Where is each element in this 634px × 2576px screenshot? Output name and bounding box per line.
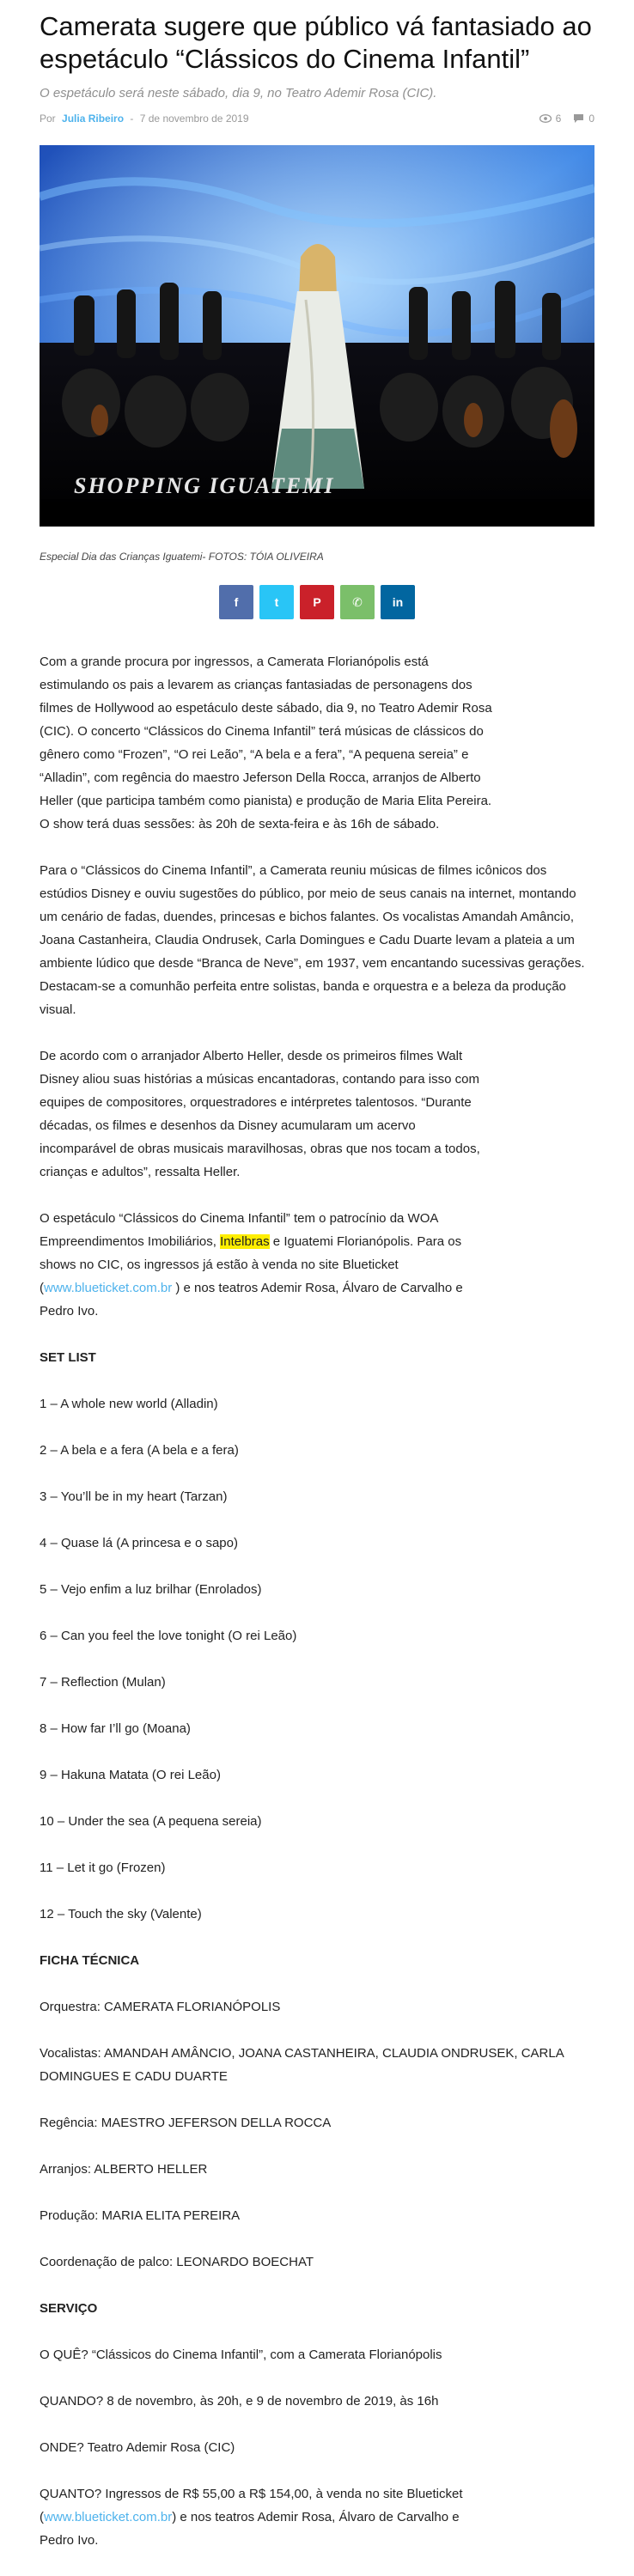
paragraph-2: Para o “Clássicos do Cinema Infantil”, a Camerata reuniu músicas de filmes icônicos dos estúdios Disney e ouviu sugestões do público, por meio de seus canais na internet, montando um cenário de fadas, duendes, princesas e bichos falantes. Os vocalistas Amandah Amâncio, Joana Castanheira, Claudia Ondrusek, Carla Domingues e Cadu Duarte levam a plateia a um ambiente lúdico que desde “Branca de Neve”, em 1937, vem encantando sucessivas gerações. Destacam-se a comunhão perfeita entre solistas, banda e orquestra e a beleza da produção visual.	[40, 863, 585, 1017]
servico-onde: ONDE? Teatro Ademir Rosa (CIC)	[40, 2440, 235, 2455]
article-meta	[40, 113, 594, 125]
ficha-regencia: Regência: MAESTRO JEFERSON DELLA ROCCA	[40, 2116, 332, 2130]
setlist-item: 10 – Under the sea (A pequena sereia)	[40, 1814, 262, 1829]
setlist-heading: SET LIST	[40, 1350, 96, 1365]
sponsor-highlight: Intelbras	[220, 1234, 270, 1249]
share-bar	[40, 585, 594, 619]
comment-icon	[573, 113, 584, 124]
ficha-coordenacao: Coordenação de palco: LEONARDO BOECHAT	[40, 2255, 314, 2269]
facebook-icon: f	[234, 595, 239, 609]
ficha-vocalistas: Vocalistas: AMANDAH AMÂNCIO, JOANA CASTANHEIRA, CLAUDIA ONDRUSEK, CARLA DOMINGUES E CADU DUARTE	[40, 2046, 564, 2084]
setlist-item: 7 – Reflection (Mulan)	[40, 1675, 166, 1690]
pinterest-icon: P	[313, 595, 321, 609]
ficha-arranjos: Arranjos: ALBERTO HELLER	[40, 2162, 208, 2177]
share-facebook-button[interactable]	[219, 585, 253, 619]
setlist-item: 4 – Quase lá (A princesa e o sapo)	[40, 1536, 238, 1550]
servico-blueticket-link[interactable]: www.blueticket.com.br	[44, 2510, 173, 2524]
paragraph-4-text-a: O espetáculo “Clássicos do Cinema Infantil” tem o patrocínio da WOA Empreendimentos Imobiliários,	[40, 1211, 438, 1249]
comments-count: 0	[588, 113, 594, 125]
ficha-producao: Produção: MARIA ELITA PEREIRA	[40, 2208, 241, 2223]
paragraph-3: De acordo com o arranjador Alberto Heller, desde os primeiros filmes Walt Disney aliou suas histórias a músicas encantadoras, contando para isso com equipes de compositores, orquestradores e intérpretes talentosos. “Durante décadas, os filmes e desenhos da Disney acumularam um acervo incomparável de obras musicais maravilhosas, obras que nos tocam a todos, crianças e adultos”, ressalta Heller.	[40, 1049, 480, 1179]
setlist-item: 5 – Vejo enfim a luz brilhar (Enrolados)	[40, 1582, 262, 1597]
comments-counter[interactable]	[573, 113, 594, 125]
setlist-item: 2 – A bela e a fera (A bela e a fera)	[40, 1443, 239, 1458]
paragraph-4-text-b: e Iguatemi Florianópolis. Para os shows no CIC, os ingressos já estão à venda no site Blueticket (	[40, 1234, 462, 1295]
share-twitter-button[interactable]	[259, 585, 294, 619]
views-count: 6	[555, 113, 562, 125]
setlist-item: 8 – How far I’ll go (Moana)	[40, 1721, 191, 1736]
paragraph-1: Com a grande procura por ingressos, a Camerata Florianópolis está estimulando os pais a levarem as crianças fantasiadas de personagens dos filmes de Hollywood ao espetáculo deste sábado, dia 9, no Teatro Ademir Rosa (CIC). O concerto “Clássicos do Cinema Infantil” terá músicas de clássicos do gênero como “Frozen”, “O rei Leão”, “A bela e a fera”, “A pequena sereia” e “Alladin”, com regência do maestro Jeferson Della Rocca, arranjos de Alberto Heller (que participa também como pianista) e produção de Maria Elita Pereira. O show terá duas sessões: às 20h de sexta-feira e às 16h de sábado.	[40, 655, 492, 831]
linkedin-icon: in	[392, 595, 404, 609]
servico-quanto-text-b: ) e nos teatros Ademir Rosa, Álvaro de Carvalho e Pedro Ivo.	[40, 2510, 460, 2548]
image-banner-text: SHOPPING IGUATEMI	[74, 473, 335, 498]
article-body	[40, 650, 594, 2552]
blueticket-link[interactable]: www.blueticket.com.br	[44, 1281, 173, 1295]
setlist-item: 11 – Let it go (Frozen)	[40, 1860, 166, 1875]
share-whatsapp-button[interactable]	[340, 585, 375, 619]
image-caption: Especial Dia das Crianças Iguatemi- FOTOS: TÓIA OLIVEIRA	[40, 551, 324, 563]
share-linkedin-button[interactable]	[381, 585, 415, 619]
paragraph-4-text-c: ) e nos teatros Ademir Rosa, Álvaro de Carvalho e Pedro Ivo.	[40, 1281, 463, 1318]
publish-date: 7 de novembro de 2019	[139, 113, 249, 125]
paragraph-4	[40, 1207, 495, 1323]
setlist-item: 1 – A whole new world (Alladin)	[40, 1397, 218, 1411]
concert-photo	[40, 145, 594, 527]
servico-heading: SERVIÇO	[40, 2301, 98, 2316]
servico-quando: QUANDO? 8 de novembro, às 20h, e 9 de novembro de 2019, às 16h	[40, 2394, 439, 2409]
servico-oque: O QUÊ? “Clássicos do Cinema Infantil”, com a Camerata Florianópolis	[40, 2348, 442, 2362]
setlist-item: 6 – Can you feel the love tonight (O rei Leão)	[40, 1629, 297, 1643]
ficha-orquestra: Orquestra: CAMERATA FLORIANÓPOLIS	[40, 2000, 281, 2014]
setlist-item: 12 – Touch the sky (Valente)	[40, 1907, 202, 1921]
ficha-heading: FICHA TÉCNICA	[40, 1953, 140, 1968]
featured-image[interactable]	[40, 145, 594, 527]
share-pinterest-button[interactable]	[300, 585, 334, 619]
author-link[interactable]: Julia Ribeiro	[62, 113, 125, 125]
meta-separator: -	[130, 113, 134, 125]
article-page	[0, 10, 634, 2576]
setlist-item: 3 – You’ll be in my heart (Tarzan)	[40, 1489, 228, 1504]
article-subtitle: O espetáculo será neste sábado, dia 9, no Teatro Ademir Rosa (CIC).	[40, 86, 437, 100]
servico-quanto-text-a: QUANTO? Ingressos de R$ 55,00 a R$ 154,00, à venda no site Blueticket (	[40, 2487, 463, 2524]
whatsapp-icon: ✆	[352, 594, 363, 609]
servico-quanto	[40, 2482, 495, 2552]
twitter-icon: t	[274, 595, 279, 609]
article-title: Camerata sugere que público vá fantasiado ao espetáculo “Clássicos do Cinema Infantil”	[40, 11, 592, 74]
by-label: Por	[40, 113, 56, 125]
views-counter	[540, 113, 562, 125]
eye-icon	[540, 114, 552, 123]
setlist-item: 9 – Hakuna Matata (O rei Leão)	[40, 1768, 221, 1782]
